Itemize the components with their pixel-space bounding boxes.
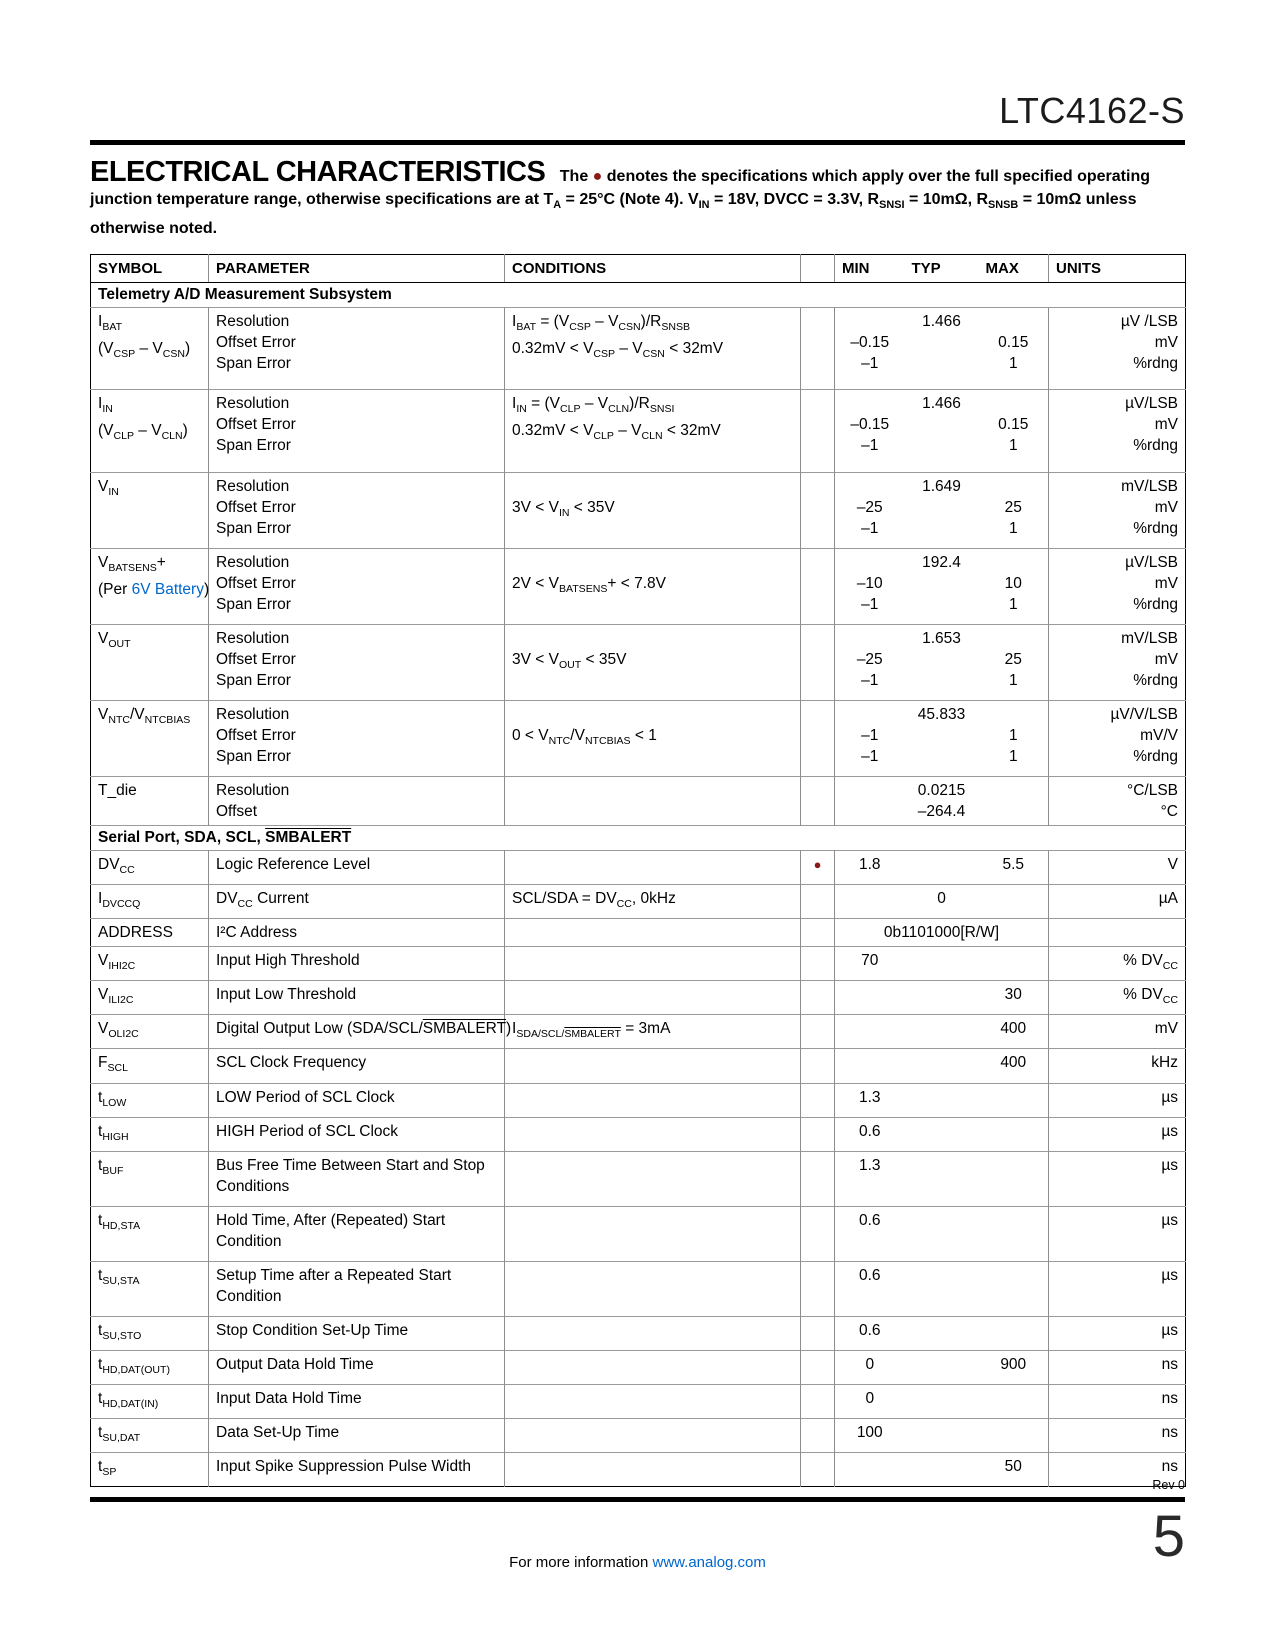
- spec-row: [91, 308, 1186, 390]
- cell-conditions: [505, 776, 801, 825]
- cell-typ: [905, 1351, 979, 1385]
- cell-dot: [801, 1083, 835, 1117]
- cell-conditions: [505, 947, 801, 981]
- cell-units: µs: [1049, 1083, 1186, 1117]
- col-header-symbol: SYMBOL: [91, 255, 209, 283]
- col-header-typ: TYP: [905, 255, 979, 283]
- cell-conditions: $SCL/SDA = DV_{CC}$, 0kHz: [505, 885, 801, 919]
- cell-parameter: HIGH Period of SCL Clock: [209, 1117, 505, 1151]
- ec-title: ELECTRICAL CHARACTERISTICS: [90, 156, 546, 188]
- overline-text: SMBALERT: [422, 1020, 507, 1038]
- revision-label: Rev 0: [1152, 1478, 1185, 1492]
- cell-min: [835, 1015, 905, 1049]
- cell-symbol: $V_{IHI2C}$: [91, 947, 209, 981]
- cell-units: mV/LSB mV %rdng: [1049, 624, 1186, 700]
- cell-parameter: Logic Reference Level: [209, 850, 505, 884]
- cell-max: 0.15 1: [979, 308, 1049, 390]
- cell-parameter: LOW Period of SCL Clock: [209, 1083, 505, 1117]
- cell-min: 0.6: [835, 1117, 905, 1151]
- cell-typ: [905, 1261, 979, 1316]
- cell-max: 50: [979, 1453, 1049, 1487]
- cell-symbol: ADDRESS: [91, 919, 209, 947]
- cell-parameter: Output Data Hold Time: [209, 1351, 505, 1385]
- cell-conditions: [505, 1083, 801, 1117]
- spec-row: [91, 548, 1186, 624]
- cell-symbol: $t_{HIGH}$: [91, 1117, 209, 1151]
- cell-max: 30: [979, 981, 1049, 1015]
- overline-text: SMBALERT: [265, 828, 352, 846]
- cell-typ: 0.0215 –264.4: [905, 776, 979, 825]
- cell-parameter: Input High Threshold: [209, 947, 505, 981]
- cell-max: 900: [979, 1351, 1049, 1385]
- cell-max: 10 1: [979, 548, 1049, 624]
- cell-symbol: $t_{LOW}$: [91, 1083, 209, 1117]
- ec-note: The ● denotes the specifications which apply over the full specified operating junction temperature range, otherwise specifications are at $T_A = 25^\circ C$ (Note 4). $V_{IN} = 18V$, DVCC = 3.3V, $R_{SNSI} = 10m\Omega$, $R_{SNSB} = 10m\Omega$ unless otherwise noted.: [90, 168, 1150, 238]
- cell-parameter: Input Data Hold Time: [209, 1385, 505, 1419]
- cell-units: µs: [1049, 1117, 1186, 1151]
- cell-conditions: [505, 1316, 801, 1350]
- cell-parameter: Input Spike Suppression Pulse Width: [209, 1453, 505, 1487]
- cell-dot: [801, 1049, 835, 1083]
- cell-max: [979, 1261, 1049, 1316]
- cell-parameter: I²C Address: [209, 919, 505, 947]
- cell-units: ns: [1049, 1419, 1186, 1453]
- cell-parameter: Hold Time, After (Repeated) Start Condition: [209, 1206, 505, 1261]
- cell-dot: [801, 885, 835, 919]
- cell-conditions: [505, 1385, 801, 1419]
- page-number: 5: [1152, 1504, 1185, 1569]
- part-number: LTC4162-S: [999, 90, 1185, 131]
- inline-link[interactable]: 6V Battery: [131, 580, 204, 598]
- cell-dot: [801, 1316, 835, 1350]
- overline-text: SMBALERT: [564, 1028, 621, 1041]
- cell-typ: [905, 1049, 979, 1083]
- cell-conditions: $I_{SDA/SCL/SMBALERT} = 3mA$: [505, 1015, 801, 1049]
- cell-max: [979, 947, 1049, 981]
- spec-row: [91, 390, 1186, 472]
- col-header-parameter: PARAMETER: [209, 255, 505, 283]
- spec-row: [91, 981, 1186, 1015]
- cell-max: [979, 1117, 1049, 1151]
- cell-min: 0: [835, 1351, 905, 1385]
- spec-row: [91, 1206, 1186, 1261]
- cell-min: –25 –1: [835, 472, 905, 548]
- ec-heading-paragraph: [90, 156, 1185, 240]
- cell-min: 0: [835, 1385, 905, 1419]
- spec-row: [91, 776, 1186, 825]
- cell-dot: [801, 1117, 835, 1151]
- cell-units: µV/LSB mV %rdng: [1049, 548, 1186, 624]
- cell-parameter: Resolution Offset Error Span Error: [209, 700, 505, 776]
- cell-dot: [801, 548, 835, 624]
- cell-dot: [801, 1151, 835, 1206]
- cell-min: –0.15 –1: [835, 308, 905, 390]
- cell-typ: [905, 981, 979, 1015]
- cell-dot: [801, 472, 835, 548]
- cell-symbol: $I_{IN}$ $(V_{CLP} - V_{CLN})$: [91, 390, 209, 472]
- cell-parameter: Resolution Offset Error Span Error: [209, 390, 505, 472]
- footer-bottom: [90, 1504, 1185, 1571]
- col-header-min: MIN: [835, 255, 905, 283]
- spec-row: [91, 1049, 1186, 1083]
- cell-max: [979, 1419, 1049, 1453]
- cell-conditions: [505, 919, 801, 947]
- cell-min: 0.6: [835, 1316, 905, 1350]
- cell-typ: [905, 850, 979, 884]
- cell-typ: [905, 1206, 979, 1261]
- spec-table-body: [91, 283, 1186, 1487]
- cell-typ: 1.653: [905, 624, 979, 700]
- spec-row: [91, 885, 1186, 919]
- section-header-cell: Telemetry A/D Measurement Subsystem: [91, 283, 1186, 308]
- cell-min: [835, 1049, 905, 1083]
- spec-row: [91, 1015, 1186, 1049]
- cell-min: –1 –1: [835, 700, 905, 776]
- cell-parameter: Resolution Offset Error Span Error: [209, 308, 505, 390]
- cell-dot: [801, 1015, 835, 1049]
- cell-parameter: Setup Time after a Repeated Start Condition: [209, 1261, 505, 1316]
- cell-typ: [905, 1316, 979, 1350]
- cell-conditions: [505, 1419, 801, 1453]
- cell-min: [835, 776, 905, 825]
- col-header-units: UNITS: [1049, 255, 1186, 283]
- spec-row: [91, 1385, 1186, 1419]
- spec-dot: ●: [592, 168, 603, 185]
- cell-max: [979, 1151, 1049, 1206]
- cell-parameter: Resolution Offset: [209, 776, 505, 825]
- cell-symbol: $V_{NTC}/V_{NTCBIAS}$: [91, 700, 209, 776]
- cell-min: 100: [835, 1419, 905, 1453]
- cell-min: –10 –1: [835, 548, 905, 624]
- cell-parameter: Resolution Offset Error Span Error: [209, 472, 505, 548]
- cell-symbol: $t_{SU,STO}$: [91, 1316, 209, 1350]
- cell-symbol: $I_{DVCCQ}$: [91, 885, 209, 919]
- cell-symbol: T_die: [91, 776, 209, 825]
- cell-min: [835, 885, 905, 919]
- analog-website-link[interactable]: www.analog.com: [652, 1554, 766, 1571]
- column-header-row: [91, 255, 1186, 283]
- cell-min: 1.3: [835, 1083, 905, 1117]
- cell-typ: 1.466: [905, 308, 979, 390]
- cell-max: [979, 1083, 1049, 1117]
- cell-min: 70: [835, 947, 905, 981]
- cell-parameter: Resolution Offset Error Span Error: [209, 624, 505, 700]
- cell-max: 25 1: [979, 472, 1049, 548]
- cell-typ: 0: [905, 885, 979, 919]
- cell-symbol: $V_{IN}$: [91, 472, 209, 548]
- cell-dot: [801, 1385, 835, 1419]
- cell-conditions: [505, 1049, 801, 1083]
- spec-row: [91, 1316, 1186, 1350]
- cell-conditions: $0 < V_{NTC}/V_{NTCBIAS} < 1$: [505, 700, 801, 776]
- cell-symbol: $t_{SP}$: [91, 1453, 209, 1487]
- cell-units: °C/LSB °C: [1049, 776, 1186, 825]
- cell-units: [1049, 919, 1186, 947]
- cell-symbol: $t_{SU,DAT}$: [91, 1419, 209, 1453]
- cell-min-typ-max: 0b1101000[R/W]: [835, 919, 1049, 947]
- cell-symbol: $t_{HD,DAT(OUT)}$: [91, 1351, 209, 1385]
- cell-max: 400: [979, 1049, 1049, 1083]
- cell-max: [979, 885, 1049, 919]
- cell-symbol: $V_{BATSENS}+$ (Per 6V Battery): [91, 548, 209, 624]
- cell-symbol: $t_{BUF}$: [91, 1151, 209, 1206]
- spec-row: [91, 919, 1186, 947]
- cell-symbol: $DV_{CC}$: [91, 850, 209, 884]
- cell-dot: [801, 700, 835, 776]
- header-rule: [90, 140, 1185, 145]
- col-header-dot: [801, 255, 835, 283]
- cell-units: ns: [1049, 1351, 1186, 1385]
- cell-units: kHz: [1049, 1049, 1186, 1083]
- cell-dot: [801, 850, 835, 884]
- cell-typ: 1.466: [905, 390, 979, 472]
- cell-max: 5.5: [979, 850, 1049, 884]
- cell-units: µs: [1049, 1206, 1186, 1261]
- page-footer: [90, 1478, 1185, 1571]
- cell-units: ns: [1049, 1385, 1186, 1419]
- cell-dot: [801, 308, 835, 390]
- cell-parameter: Resolution Offset Error Span Error: [209, 548, 505, 624]
- cell-units: mV/LSB mV %rdng: [1049, 472, 1186, 548]
- cell-typ: [905, 1083, 979, 1117]
- cell-typ: [905, 1419, 979, 1453]
- spec-row: [91, 624, 1186, 700]
- cell-conditions: [505, 1117, 801, 1151]
- cell-typ: [905, 1151, 979, 1206]
- cell-min: –0.15 –1: [835, 390, 905, 472]
- cell-conditions: $2V < V_{BATSENS}+ < 7.8V$: [505, 548, 801, 624]
- cell-max: 1 1: [979, 700, 1049, 776]
- cell-units: µV /LSB mV %rdng: [1049, 308, 1186, 390]
- cell-typ: 45.833: [905, 700, 979, 776]
- spec-row: [91, 1117, 1186, 1151]
- cell-parameter: Digital Output Low (SDA/SCL/SMBALERT): [209, 1015, 505, 1049]
- cell-conditions: [505, 1206, 801, 1261]
- cell-typ: [905, 1015, 979, 1049]
- spec-row: [91, 472, 1186, 548]
- cell-conditions: [505, 981, 801, 1015]
- cell-units: mV: [1049, 1015, 1186, 1049]
- cell-units: µV/LSB mV %rdng: [1049, 390, 1186, 472]
- spec-row: [91, 1151, 1186, 1206]
- cell-parameter: Input Low Threshold: [209, 981, 505, 1015]
- cell-symbol: $I_{BAT}$ $(V_{CSP} - V_{CSN})$: [91, 308, 209, 390]
- spec-table: [90, 254, 1186, 1487]
- spec-row: [91, 947, 1186, 981]
- cell-max: [979, 1316, 1049, 1350]
- cell-min: 0.6: [835, 1206, 905, 1261]
- cell-conditions: $I_{IN} = (V_{CLP} - V_{CLN})/R_{SNSI}$ $0.32mV < V_{CLP} - V_{CLN} < 32mV$: [505, 390, 801, 472]
- cell-units: µV/V/LSB mV/V %rdng: [1049, 700, 1186, 776]
- cell-units: µs: [1049, 1316, 1186, 1350]
- spec-row: [91, 700, 1186, 776]
- cell-symbol: $t_{HD,STA}$: [91, 1206, 209, 1261]
- cell-conditions: [505, 850, 801, 884]
- cell-dot: [801, 1351, 835, 1385]
- cell-max: 0.15 1: [979, 390, 1049, 472]
- spec-row: [91, 850, 1186, 884]
- cell-conditions: [505, 1151, 801, 1206]
- cell-typ: [905, 947, 979, 981]
- cell-parameter: $DV_{CC}$ Current: [209, 885, 505, 919]
- cell-dot: [801, 1261, 835, 1316]
- cell-max: [979, 1206, 1049, 1261]
- cell-min: [835, 981, 905, 1015]
- cell-typ: 1.649: [905, 472, 979, 548]
- cell-symbol: $F_{SCL}$: [91, 1049, 209, 1083]
- cell-conditions: [505, 1261, 801, 1316]
- cell-max: [979, 776, 1049, 825]
- cell-typ: 192.4: [905, 548, 979, 624]
- cell-dot: [801, 919, 835, 947]
- cell-units: V: [1049, 850, 1186, 884]
- spec-row: [91, 1419, 1186, 1453]
- cell-dot: [801, 1206, 835, 1261]
- cell-units: % $DV_{CC}$: [1049, 981, 1186, 1015]
- cell-max: [979, 1385, 1049, 1419]
- cell-symbol: $V_{ILI2C}$: [91, 981, 209, 1015]
- cell-conditions: $3V < V_{IN} < 35V$: [505, 472, 801, 548]
- spec-dot: ●: [813, 856, 822, 872]
- cell-conditions: [505, 1351, 801, 1385]
- cell-max: 400: [979, 1015, 1049, 1049]
- footer-rule: [90, 1497, 1185, 1502]
- cell-dot: [801, 981, 835, 1015]
- cell-symbol: $V_{OUT}$: [91, 624, 209, 700]
- spec-row: [91, 1351, 1186, 1385]
- cell-dot: [801, 776, 835, 825]
- cell-max: 25 1: [979, 624, 1049, 700]
- cell-units: µs: [1049, 1151, 1186, 1206]
- cell-parameter: Bus Free Time Between Start and Stop Conditions: [209, 1151, 505, 1206]
- col-header-conditions: CONDITIONS: [505, 255, 801, 283]
- col-header-max: MAX: [979, 255, 1049, 283]
- cell-min: 0.6: [835, 1261, 905, 1316]
- cell-units: % $DV_{CC}$: [1049, 947, 1186, 981]
- cell-units: µs: [1049, 1261, 1186, 1316]
- cell-min: 1.8: [835, 850, 905, 884]
- cell-symbol: $t_{SU,STA}$: [91, 1261, 209, 1316]
- cell-typ: [905, 1385, 979, 1419]
- cell-dot: [801, 1419, 835, 1453]
- spec-row: [91, 1083, 1186, 1117]
- cell-symbol: $t_{HD,DAT(IN)}$: [91, 1385, 209, 1419]
- cell-dot: [801, 390, 835, 472]
- footer-info-text: For more information: [509, 1554, 653, 1571]
- section-header-row: [91, 825, 1186, 850]
- spec-row: [91, 1261, 1186, 1316]
- cell-typ: [905, 1117, 979, 1151]
- cell-dot: [801, 947, 835, 981]
- cell-dot: [801, 624, 835, 700]
- section-header-cell: Serial Port, SDA, SCL, SMBALERT: [91, 825, 1186, 850]
- cell-conditions: $3V < V_{OUT} < 35V$: [505, 624, 801, 700]
- section-header-row: [91, 283, 1186, 308]
- cell-min: –25 –1: [835, 624, 905, 700]
- cell-min: 1.3: [835, 1151, 905, 1206]
- cell-symbol: $V_{OLI2C}$: [91, 1015, 209, 1049]
- cell-units: µA: [1049, 885, 1186, 919]
- cell-units: ns: [1049, 1453, 1186, 1487]
- cell-parameter: Stop Condition Set-Up Time: [209, 1316, 505, 1350]
- cell-parameter: SCL Clock Frequency: [209, 1049, 505, 1083]
- cell-conditions: $I_{BAT} = (V_{CSP} - V_{CSN})/R_{SNSB}$ $0.32mV < V_{CSP} - V_{CSN} < 32mV$: [505, 308, 801, 390]
- cell-parameter: Data Set-Up Time: [209, 1419, 505, 1453]
